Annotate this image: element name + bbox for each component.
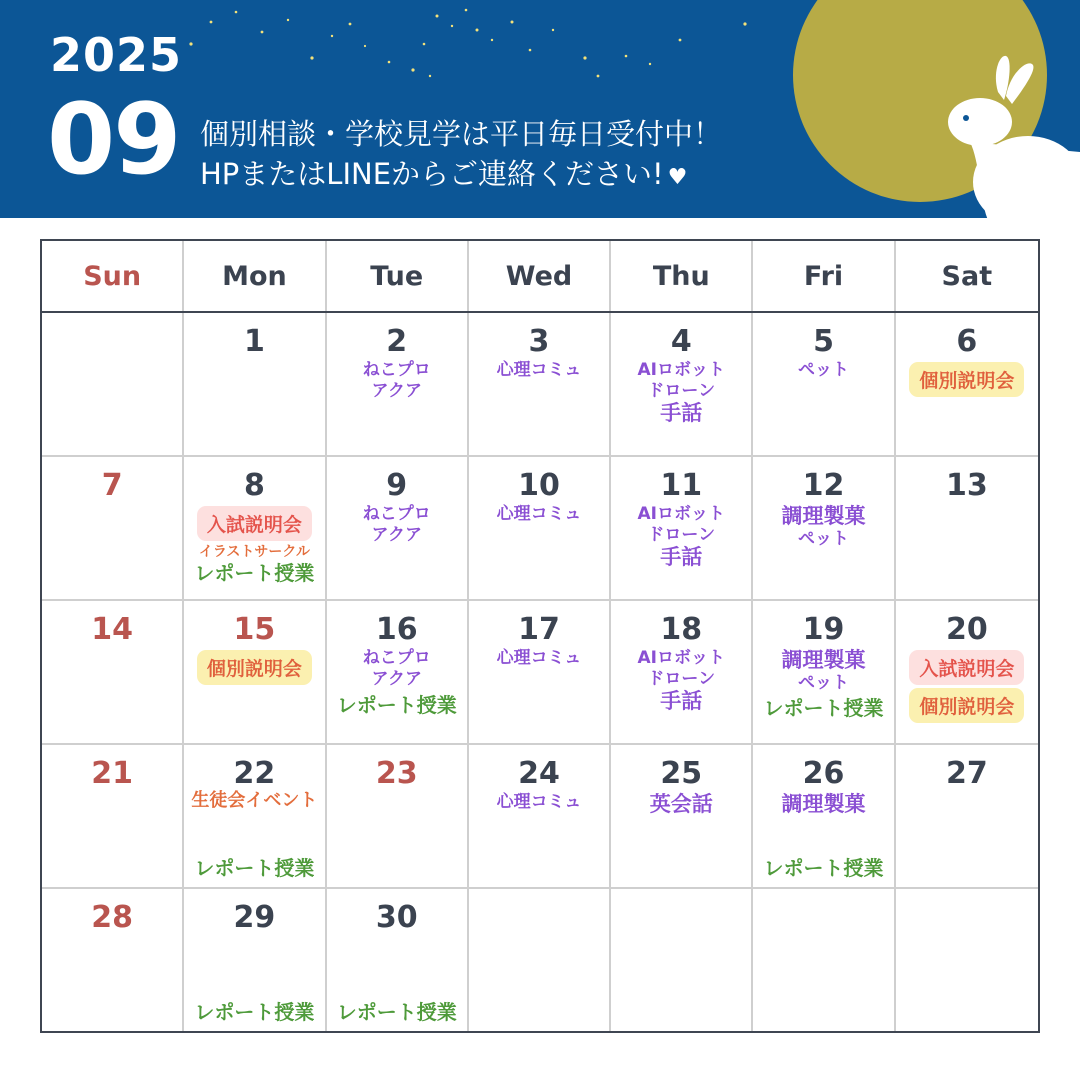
event-report: レポート授業 xyxy=(194,561,315,586)
day-cell-19[interactable] xyxy=(753,601,895,743)
event-shinri: 心理コミュ xyxy=(496,504,582,524)
event-drone: ドローン xyxy=(647,668,716,689)
day-cell-18[interactable] xyxy=(611,601,753,743)
event-report: レポート授業 xyxy=(336,693,457,718)
day-cell-8[interactable] xyxy=(184,457,326,599)
event-seitokai: 生徒会イベント xyxy=(191,790,318,811)
day-number: 23 xyxy=(375,756,418,791)
day-cell-15[interactable] xyxy=(184,601,326,743)
day-cell-empty xyxy=(42,313,184,455)
weekday-wed: Wed xyxy=(469,241,611,311)
day-number: 11 xyxy=(660,468,703,503)
event-pet: ペット xyxy=(798,673,850,694)
day-number: 2 xyxy=(386,324,408,359)
rabbit-icon xyxy=(940,52,1080,218)
day-number: 4 xyxy=(670,324,692,359)
event-aqua: アクア xyxy=(371,668,422,689)
day-number: 22 xyxy=(233,756,276,791)
event-eikaiwa: 英会話 xyxy=(649,792,713,816)
day-cell-6[interactable] xyxy=(896,313,1038,455)
day-cell-3[interactable] xyxy=(469,313,611,455)
calendar-week xyxy=(42,889,1038,1031)
day-number: 30 xyxy=(375,900,418,935)
calendar-week xyxy=(42,313,1038,457)
day-cell-9[interactable] xyxy=(327,457,469,599)
day-cell-13[interactable] xyxy=(896,457,1038,599)
day-cell-7[interactable] xyxy=(42,457,184,599)
day-cell-27[interactable] xyxy=(896,745,1038,887)
weekday-sat: Sat xyxy=(941,260,993,292)
event-shuwa: 手話 xyxy=(660,401,703,426)
event-neko: ねこプロ xyxy=(362,360,431,380)
day-cell-empty xyxy=(896,889,1038,1031)
event-chori: 調理製菓 xyxy=(781,504,866,528)
day-cell-1[interactable] xyxy=(184,313,326,455)
day-cell-21[interactable] xyxy=(42,745,184,887)
event-shinri: 心理コミュ xyxy=(496,360,582,380)
day-number: 14 xyxy=(91,612,134,647)
event-neko: ねこプロ xyxy=(362,648,431,668)
event-pet: ペット xyxy=(798,360,850,380)
day-cell-empty xyxy=(611,889,753,1031)
event-report: レポート授業 xyxy=(763,695,884,720)
event-report: レポート授業 xyxy=(194,856,315,880)
event-nyushi-badge: 入試説明会 xyxy=(909,650,1024,685)
calendar-year: 2025 xyxy=(50,28,183,82)
day-number: 27 xyxy=(945,756,988,791)
day-cell-23[interactable] xyxy=(327,745,469,887)
day-number: 25 xyxy=(660,756,703,791)
day-number: 8 xyxy=(243,468,265,503)
day-cell-4[interactable] xyxy=(611,313,753,455)
day-number: 12 xyxy=(802,468,845,503)
event-kobetsu-badge: 個別説明会 xyxy=(909,362,1024,397)
day-number: 13 xyxy=(945,468,988,503)
day-number: 16 xyxy=(375,612,418,647)
event-report: レポート授業 xyxy=(194,1000,315,1024)
day-cell-30[interactable] xyxy=(327,889,469,1031)
weekday-sun: Sun xyxy=(42,241,184,311)
day-cell-12[interactable] xyxy=(753,457,895,599)
header-banner xyxy=(0,0,1080,218)
event-shuwa: 手話 xyxy=(660,689,703,714)
day-number: 5 xyxy=(813,324,834,359)
day-cell-2[interactable] xyxy=(327,313,469,455)
event-shinri: 心理コミュ xyxy=(496,648,582,668)
day-number: 19 xyxy=(802,612,845,647)
day-cell-5[interactable] xyxy=(753,313,895,455)
event-pet: ペット xyxy=(798,529,850,550)
day-number: 17 xyxy=(518,612,560,647)
event-shuwa: 手話 xyxy=(660,545,703,570)
event-nyushi-badge: 入試説明会 xyxy=(197,506,312,541)
event-kobetsu-badge: 個別説明会 xyxy=(197,650,312,685)
calendar-week xyxy=(42,601,1038,745)
day-number: 29 xyxy=(233,900,276,935)
event-drone: ドローン xyxy=(647,524,716,545)
day-cell-22[interactable] xyxy=(184,745,326,887)
event-report: レポート授業 xyxy=(336,1000,457,1024)
event-aqua: アクア xyxy=(371,380,422,401)
event-aqua: アクア xyxy=(371,524,422,545)
event-chori: 調理製菓 xyxy=(781,648,866,672)
day-cell-17[interactable] xyxy=(469,601,611,743)
day-cell-29[interactable] xyxy=(184,889,326,1031)
weekday-fri: Fri xyxy=(753,241,895,311)
event-kobetsu-badge: 個別説明会 xyxy=(909,688,1024,723)
day-cell-28[interactable] xyxy=(42,889,184,1031)
day-number: 10 xyxy=(518,468,560,503)
event-ai-robot: AIロボット xyxy=(637,360,725,380)
day-number: 28 xyxy=(91,900,134,935)
calendar-grid xyxy=(40,239,1040,1033)
event-ai-robot: AIロボット xyxy=(637,648,725,668)
heart-icon: ♥ xyxy=(667,165,688,190)
event-drone: ドローン xyxy=(647,380,716,401)
day-cell-25[interactable] xyxy=(611,745,753,887)
day-number: 24 xyxy=(518,756,560,791)
weekday-thu: Thu xyxy=(611,241,753,311)
day-number: 15 xyxy=(233,612,276,647)
day-number: 7 xyxy=(101,468,123,503)
calendar-week xyxy=(42,457,1038,601)
day-number: 1 xyxy=(243,324,265,359)
header-message-2 xyxy=(200,152,687,193)
weekday-mon: Mon xyxy=(184,241,326,311)
day-cell-24[interactable] xyxy=(469,745,611,887)
day-cell-16[interactable] xyxy=(327,601,469,743)
event-report: レポート授業 xyxy=(763,856,884,880)
weekday-tue: Tue xyxy=(327,241,469,311)
header-message-1: 個別相談・学校見学は平日毎日受付中！ xyxy=(200,117,723,151)
event-ai-robot: AIロボット xyxy=(637,504,725,524)
day-cell-11[interactable] xyxy=(611,457,753,599)
event-shinri: 心理コミュ xyxy=(496,792,582,812)
day-cell-empty xyxy=(753,889,895,1031)
day-number: 20 xyxy=(945,612,988,647)
day-number: 6 xyxy=(956,324,978,359)
day-cell-26[interactable] xyxy=(753,745,895,887)
day-number: 9 xyxy=(386,468,408,503)
day-number: 3 xyxy=(528,324,550,359)
event-neko: ねこプロ xyxy=(362,504,431,524)
day-number: 18 xyxy=(660,612,703,647)
event-illust: イラストサークル xyxy=(198,544,310,560)
calendar-month: 09 xyxy=(47,83,180,197)
calendar-week xyxy=(42,745,1038,889)
header-message-2-text: HPまたはLINEからご連絡ください! xyxy=(200,157,664,191)
weekday-header-row xyxy=(42,241,1038,313)
event-chori: 調理製菓 xyxy=(781,792,866,816)
day-cell-10[interactable] xyxy=(469,457,611,599)
day-number: 21 xyxy=(91,756,134,791)
day-cell-empty xyxy=(469,889,611,1031)
day-cell-20[interactable] xyxy=(896,601,1038,743)
day-number: 26 xyxy=(802,756,845,791)
day-cell-14[interactable] xyxy=(42,601,184,743)
